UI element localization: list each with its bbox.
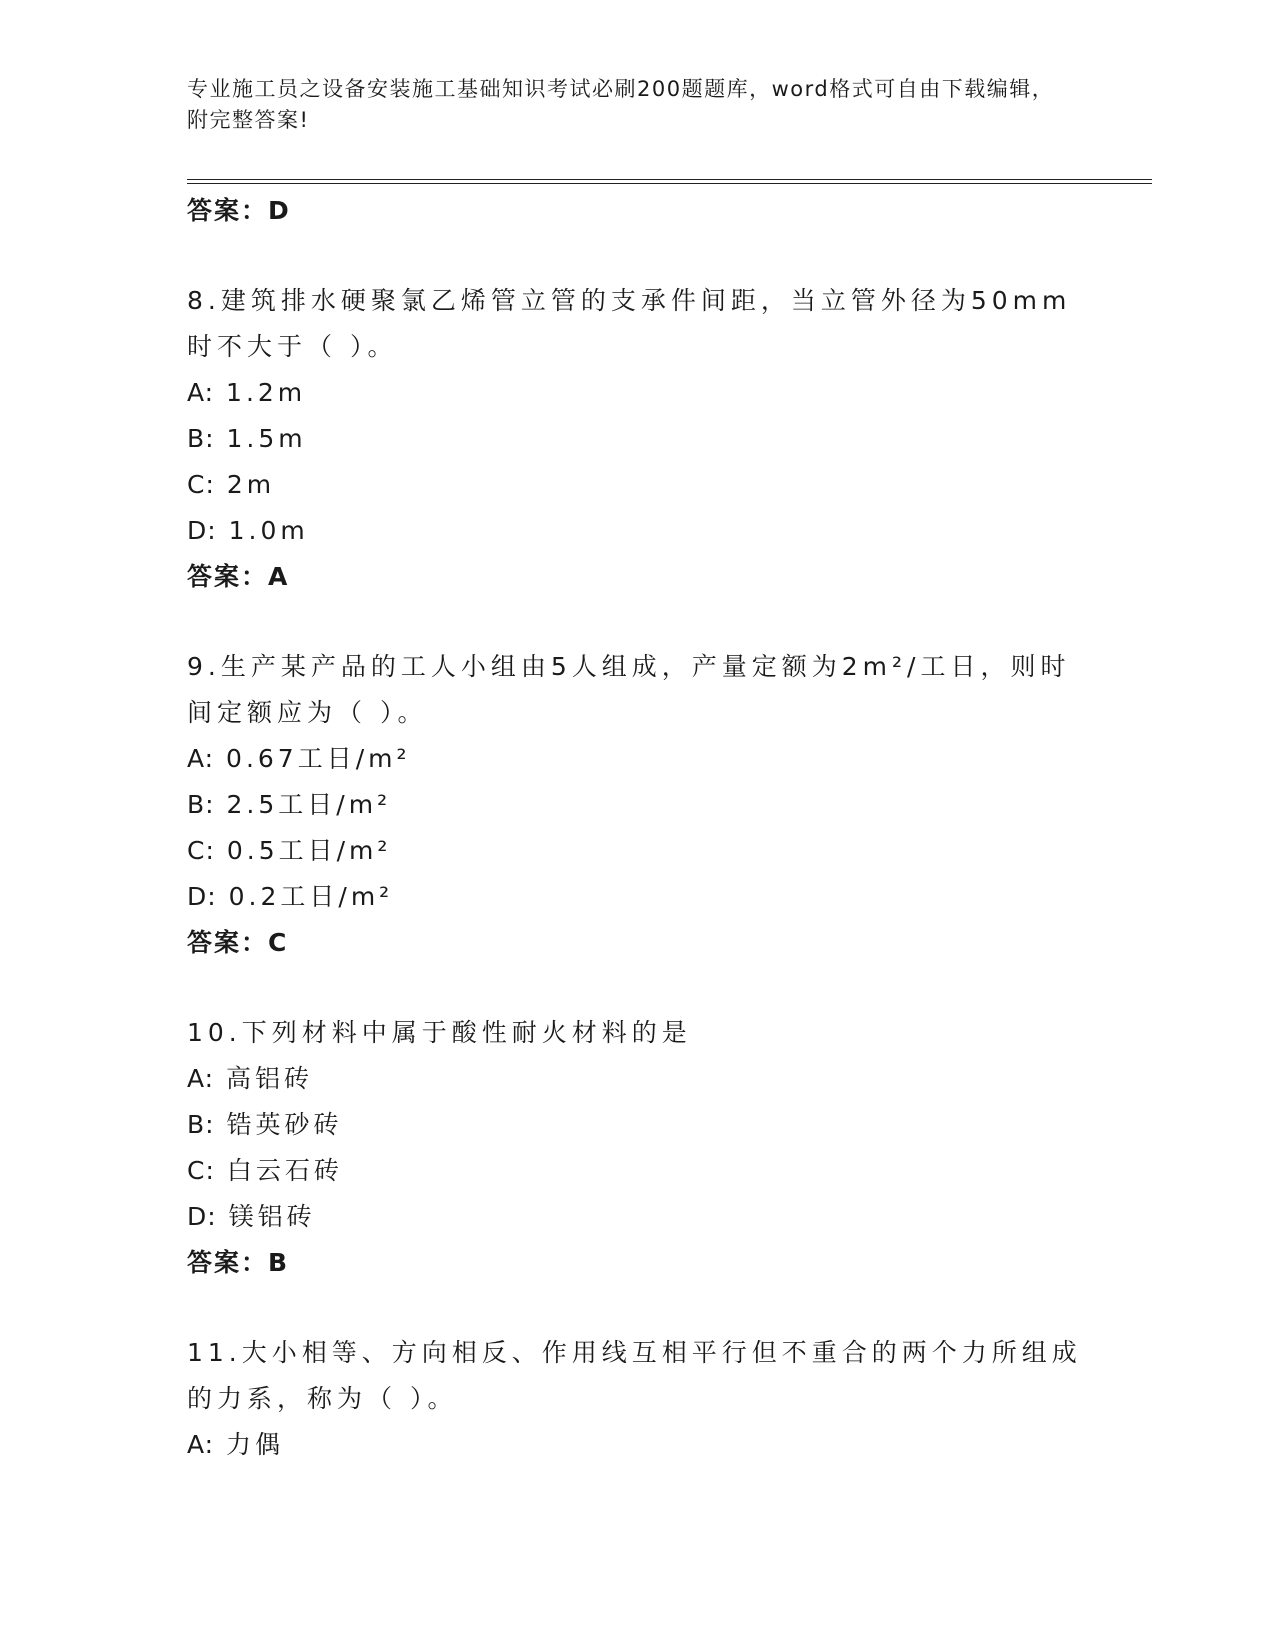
option-letter: A: xyxy=(187,744,215,773)
answer-value: C xyxy=(268,928,289,957)
option-c xyxy=(187,462,1087,508)
option-letter: C: xyxy=(187,470,215,499)
option-letter: A: xyxy=(187,1064,215,1093)
option-a xyxy=(187,1056,1087,1102)
option-b xyxy=(187,782,1087,828)
document-body xyxy=(187,188,1087,1468)
option-letter: A: xyxy=(187,378,215,407)
option-d xyxy=(187,1194,1087,1240)
option-letter: B: xyxy=(187,790,215,819)
option-text: 锆英砂砖 xyxy=(226,1110,343,1139)
answer-line xyxy=(187,188,1087,234)
header-divider xyxy=(187,179,1152,184)
option-text: 2.5工日/m² xyxy=(226,790,392,819)
option-letter: B: xyxy=(187,1110,215,1139)
option-letter: D: xyxy=(187,516,217,545)
answer-label: 答案： xyxy=(187,562,269,591)
option-a xyxy=(187,370,1087,416)
option-letter: A: xyxy=(187,1430,215,1459)
option-letter: D: xyxy=(187,1202,217,1231)
option-text: 2m xyxy=(226,470,276,499)
document-title: 专业施工员之设备安装施工基础知识考试必刷200题题库，word格式可自由下载编辑，附完整答案! xyxy=(187,77,1055,132)
option-text: 0.67工日/m² xyxy=(226,744,411,773)
option-a xyxy=(187,1422,1087,1468)
question-text: 10.下列材料中属于酸性耐火材料的是 xyxy=(187,1018,692,1047)
option-text: 1.0m xyxy=(228,516,309,545)
question-block xyxy=(187,1330,1087,1468)
option-b xyxy=(187,1102,1087,1148)
question-block xyxy=(187,1010,1087,1286)
question-block xyxy=(187,644,1087,966)
question-text: 11.大小相等、方向相反、作用线互相平行但不重合的两个力所组成的力系，称为（ ）。 xyxy=(187,1338,1082,1413)
answer-label: 答案： xyxy=(187,928,269,957)
page-header xyxy=(187,74,1067,136)
option-text: 1.2m xyxy=(226,378,307,407)
option-c xyxy=(187,828,1087,874)
answer-value: D xyxy=(268,196,291,225)
option-text: 0.2工日/m² xyxy=(228,882,394,911)
option-letter: C: xyxy=(187,836,215,865)
option-text: 白云石砖 xyxy=(226,1156,343,1185)
question-text: 8.建筑排水硬聚氯乙烯管立管的支承件间距，当立管外径为50mm时不大于（ ）。 xyxy=(187,286,1072,361)
option-d xyxy=(187,874,1087,920)
question-text: 9.生产某产品的工人小组由5人组成，产量定额为2m²/工日，则时间定额应为（ ）。 xyxy=(187,652,1071,727)
option-b xyxy=(187,416,1087,462)
answer-line xyxy=(187,920,1087,966)
answer-label: 答案： xyxy=(187,1248,269,1277)
option-text: 镁铝砖 xyxy=(228,1202,316,1231)
answer-value: A xyxy=(268,562,290,591)
option-letter: D: xyxy=(187,882,217,911)
answer-line xyxy=(187,1240,1087,1286)
option-text: 1.5m xyxy=(226,424,307,453)
question-block xyxy=(187,278,1087,600)
option-letter: B: xyxy=(187,424,215,453)
option-letter: C: xyxy=(187,1156,215,1185)
option-c xyxy=(187,1148,1087,1194)
option-text: 高铝砖 xyxy=(226,1064,314,1093)
answer-label: 答案： xyxy=(187,196,269,225)
option-text: 0.5工日/m² xyxy=(226,836,392,865)
answer-line xyxy=(187,554,1087,600)
option-d xyxy=(187,508,1087,554)
option-text: 力偶 xyxy=(226,1430,285,1459)
answer-value: B xyxy=(268,1248,290,1277)
option-a xyxy=(187,736,1087,782)
